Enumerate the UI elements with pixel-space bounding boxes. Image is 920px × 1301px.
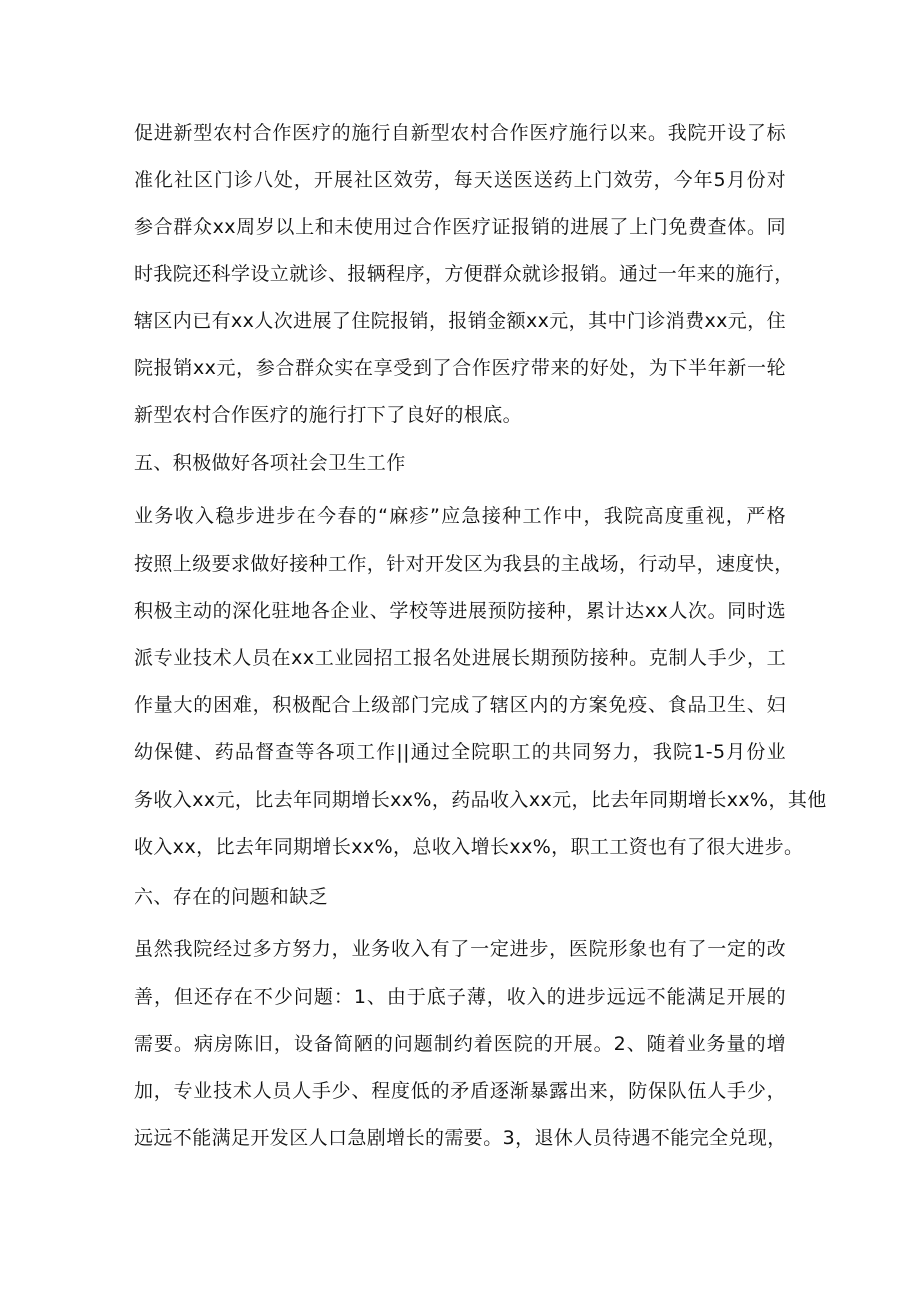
paragraph-line: 业务收入稳步进步在今春的“麻疹”应急接种工作中，我院高度重视，严格	[134, 505, 786, 527]
paragraph-line: 远远不能满足开发区人口急剧增长的需要。3，退休人员待遇不能完全兑现，	[134, 1127, 787, 1149]
paragraph-line: 新型农村合作医疗的施行打下了良好的根底。	[134, 404, 523, 426]
paragraph-line: 收入xx，比去年同期增长xx%，总收入增长xx%，职工工资也有了很大进步。	[134, 836, 804, 858]
paragraph-line: 促进新型农村合作医疗的施行自新型农村合作医疗施行以来。我院开设了标	[134, 122, 786, 144]
paragraph-line: 务收入xx元，比去年同期增长xx%，药品收入xx元，比去年同期增长xx%，其他	[134, 789, 827, 811]
paragraph-line: 派专业技术人员在xx工业园招工报名处进展长期预防接种。克制人手少，工	[134, 647, 786, 669]
paragraph-line: 时我院还科学设立就诊、报辆程序，方便群众就诊报销。通过一年来的施行，	[134, 263, 794, 285]
paragraph-line: 需要。病房陈旧，设备简陋的问题制约着医院的开展。2、随着业务量的增	[134, 1033, 786, 1055]
paragraph-line: 作量大的困难，积极配合上级部门完成了辖区内的方案免疫、食品卫生、妇	[134, 694, 786, 716]
paragraph-line: 准化社区门诊八处，开展社区效劳，每天送医送药上门效劳，今年5月份对	[134, 169, 786, 191]
paragraph-line: 院报销xx元，参合群众实在享受到了合作医疗带来的好处，为下半年新一轮	[134, 357, 786, 379]
paragraph-line: 善，但还存在不少问题：1、由于底子薄，收入的进步远远不能满足开展的	[134, 986, 786, 1008]
paragraph-line: 虽然我院经过多方努力，业务收入有了一定进步，医院形象也有了一定的改	[134, 938, 786, 960]
paragraph-line: 积极主动的深化驻地各企业、学校等进展预防接种，累计达xx人次。同时选	[134, 600, 786, 622]
paragraph-line: 幼保健、药品督查等各项工作||通过全院职工的共同努力，我院1-5月份业	[134, 741, 786, 763]
paragraph-line: 辖区内已有xx人次进展了住院报销，报销金额xx元，其中门诊消费xx元，住	[134, 310, 786, 332]
section-heading: 六、存在的问题和缺乏	[134, 886, 329, 908]
paragraph-line: 参合群众xx周岁以上和未使用过合作医疗证报销的进展了上门免费查体。同	[134, 216, 786, 238]
section-heading: 五、积极做好各项社会卫生工作	[134, 452, 406, 474]
paragraph-line: 加，专业技术人员人手少、程度低的矛盾逐渐暴露出来，防保队伍人手少，	[134, 1080, 786, 1102]
paragraph-line: 按照上级要求做好接种工作，针对开发区为我县的主战场，行动早，速度快，	[134, 553, 794, 575]
